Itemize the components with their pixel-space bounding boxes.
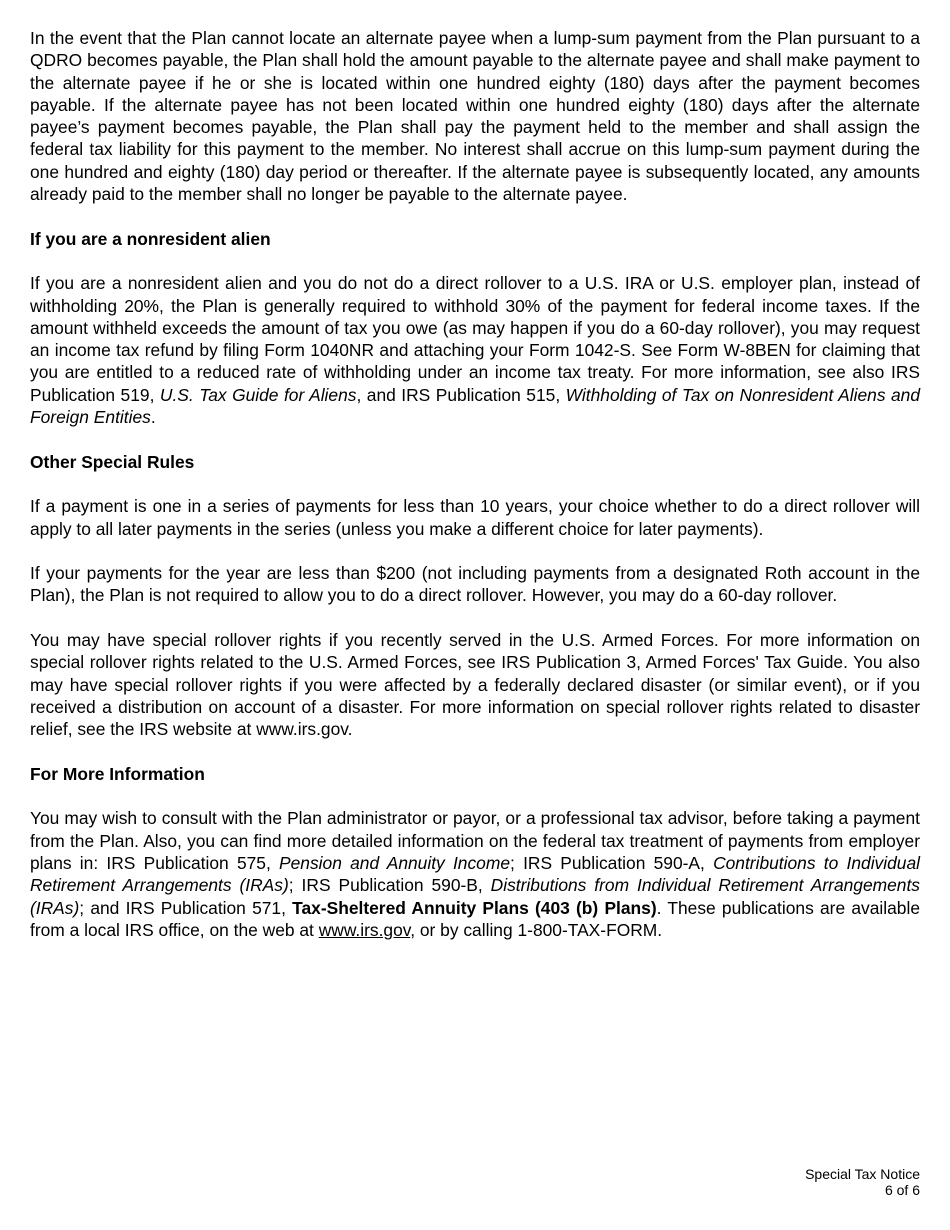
pub-590b-title: Distributions from Individual Retirement Arrangements (IRAs)	[30, 875, 920, 918]
page-number: 6 of 6	[884, 1182, 920, 1198]
more-info-text-2: ; IRS Publication 590-A,	[510, 852, 714, 873]
more-info-text-3: ; IRS Publication 590-B,	[288, 875, 491, 896]
nonresident-text-1: If you are a nonresident alien and you do not do a direct rollover to a U.S. IRA or U.S. employer plan, instead of withholding 20%, the Plan is generally required to withhold 30% of the payment for federal income taxes. If the amount withheld exceeds the amount of tax you owe (as may happen if you do a 60-day rollover), you may request an income tax refund by filing Form 1040NR and attaching your Form 1042-S. See Form W-8BEN for claiming that you are entitled to a reduced rate of withholding under an income tax treaty. For more information, see also IRS Publication 519,	[30, 273, 920, 405]
more-info-text-4: ; and IRS Publication 571,	[79, 897, 293, 918]
page-footer	[805, 1166, 920, 1198]
pub-575-title: Pension and Annuity Income	[279, 852, 510, 873]
nonresident-text-3: .	[150, 407, 156, 428]
irs-website-link[interactable]: www.irs.gov	[318, 919, 411, 940]
pub-590a-title: Contributions to Individual Retirement Arrangements (IRAs)	[30, 852, 920, 896]
small-payments-paragraph: If your payments for the year are less than $200 (not including payments from a designated Roth account in the Plan), the Plan is not required to allow you to do a direct rollover. However, you may do a 60-day rollover.	[30, 563, 920, 606]
special-rules-heading: Other Special Rules	[30, 451, 195, 472]
nonresident-text-2: , and IRS Publication 515,	[356, 384, 566, 405]
document-page	[30, 27, 920, 941]
armed-forces-paragraph: You may have special rollover rights if you recently served in the U.S. Armed Forces. For more information on special rollover rights related to the U.S. Armed Forces, see IRS Publication 3, Armed Forces' Tax Guide. You also may have special rollover rights if you were affected by a federally declared disaster (or similar event), or if you received a distribution on account of a disaster. For more information on special rollover rights related to disaster relief, see the IRS website at www.irs.gov.	[30, 630, 920, 740]
series-payments-paragraph: If a payment is one in a series of payments for less than 10 years, your choice whether to do a direct rollover will apply to all later payments in the series (unless you make a different choice for later payments).	[30, 496, 920, 539]
more-info-text-6: , or by calling 1-800-TAX-FORM.	[410, 919, 663, 940]
pub-571-title: Tax-Sheltered Annuity Plans (403 (b) Plans)	[292, 897, 657, 918]
footer-title: Special Tax Notice	[805, 1166, 920, 1182]
more-info-text-5: . These publications are available from a local IRS office, on the web at	[30, 897, 920, 940]
more-info-paragraph	[30, 807, 920, 941]
pub-515-title: Withholding of Tax on Nonresident Aliens and Foreign Entities	[30, 384, 921, 428]
qdro-paragraph: In the event that the Plan cannot locate an alternate payee when a lump-sum payment from the Plan pursuant to a QDRO becomes payable, the Plan shall hold the amount payable to the alternate payee and shall make payment to the alternate payee if he or she is located within one hundred eighty (180) days after the payment becomes payable. If the alternate payee has not been located within one hundred eighty (180) days after the alternate payee’s payment becomes payable, the Plan shall pay the payment held to the member and shall assign the federal tax liability for this payment to the member. No interest shall accrue on this lump-sum payment during the one hundred and eighty (180) day period or thereafter. If the alternate payee is subsequently located, any amounts already paid to the member shall no longer be payable to the alternate payee.	[30, 28, 920, 205]
more-info-heading: For More Information	[30, 763, 205, 784]
more-info-text-1: You may wish to consult with the Plan administrator or payor, or a professional tax advisor, before taking a payment from the Plan. Also, you can find more detailed information on the federal tax treatment of payments from employer plans in: IRS Publication 575,	[30, 808, 920, 873]
pub-519-title: U.S. Tax Guide for Aliens	[159, 384, 357, 405]
nonresident-heading: If you are a nonresident alien	[30, 228, 271, 249]
nonresident-paragraph	[30, 272, 920, 428]
